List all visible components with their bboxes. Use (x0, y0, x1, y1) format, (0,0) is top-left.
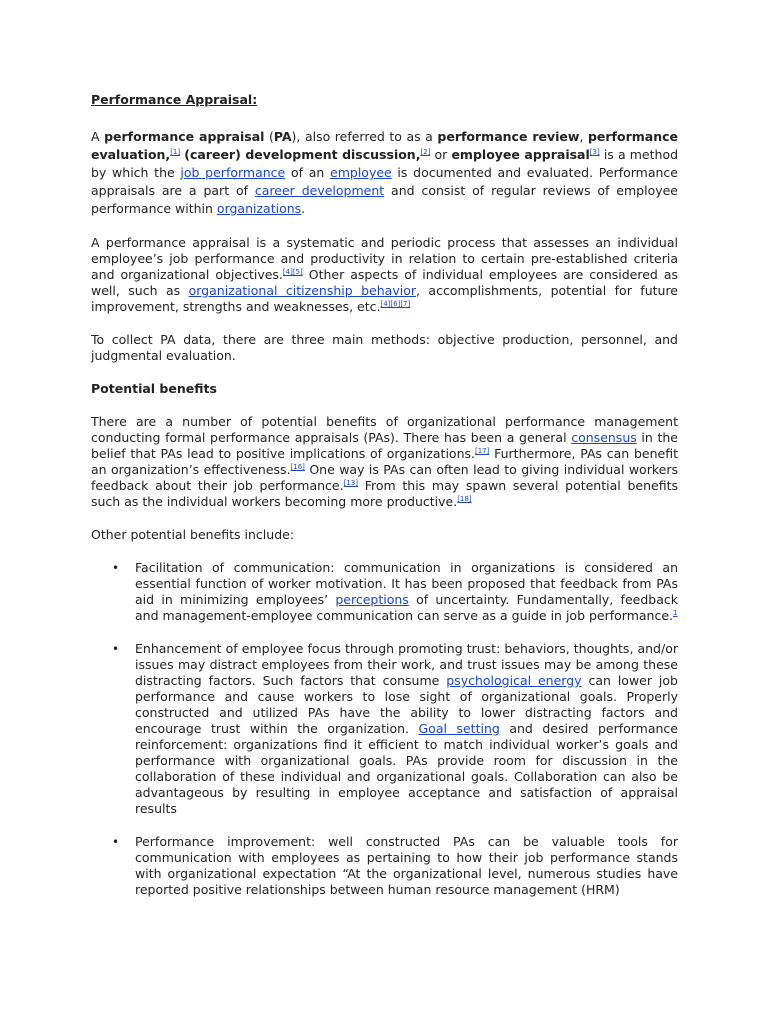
goal-setting-link[interactable]: Goal setting (418, 721, 500, 736)
bold-term: performance appraisal (104, 129, 265, 144)
list-item (91, 560, 678, 624)
citation-link[interactable]: [3] (589, 148, 600, 156)
citation-link[interactable]: [2] (420, 148, 431, 156)
text: , (579, 129, 588, 144)
text: Other aspects of individual employees are considered as well, such as (91, 267, 679, 298)
text: One way is PAs can often lead to giving individual workers feedback about their job performance. (91, 462, 678, 493)
text: of uncertainty. Fundamentally, feedback and management-employee communication can serve as a guide in job performance. (135, 592, 678, 623)
organizations-link[interactable]: organizations (216, 201, 302, 216)
citation (291, 463, 305, 471)
career-development-link[interactable]: career development (254, 183, 385, 198)
citation-link[interactable]: 1 (673, 609, 678, 617)
list-item (91, 834, 678, 898)
consensus-link[interactable]: consensus (571, 430, 637, 445)
citation-link[interactable]: [4][5] (282, 268, 303, 276)
text: Facilitation of communication: communication in organizations is considered an essential function of worker motivation. It has been proposed that feedback from PAs aid in minimizing employees’ (135, 560, 678, 607)
text: There are a number of potential benefits of organizational performance management conducting formal performance appraisals (PAs). There has been a general (91, 414, 678, 445)
citation-link[interactable]: [16] (290, 463, 305, 471)
text: is documented and evaluated. Performance appraisals are a part of (91, 165, 678, 198)
citation-link[interactable]: [4][6][7] (380, 300, 411, 308)
text: Furthermore, PAs can benefit an organization’s effectiveness. (91, 446, 678, 477)
text: or (430, 147, 452, 162)
citation-link[interactable]: [1] (170, 148, 181, 156)
bullet-icon: • (112, 561, 120, 575)
methods-paragraph: To collect PA data, there are three main methods: objective production, personnel, and judgmental evaluation. (91, 332, 678, 363)
psychological-energy-link[interactable]: psychological energy (446, 673, 582, 688)
text: . (301, 201, 306, 216)
perceptions-link[interactable]: perceptions (335, 592, 409, 607)
text: A performance appraisal is a systematic and periodic process that assesses an individual employee’s job performance and productivity in relation to certain pre-established criteria and organizational objectives. (91, 235, 678, 282)
citation (420, 148, 430, 156)
citation (457, 495, 471, 503)
benefits-list (91, 560, 678, 898)
text: and desired performance reinforcement: organizations find it efficient to match individual worker’s goals and performance with organizational goals. PAs provide room for discussion in the collaboration of these individual and organizational goals. Collaboration can also be advantageous by resulting in employee acceptance and satisfaction of appraisal results (135, 721, 678, 816)
bold-term: PA (273, 129, 292, 144)
citation (380, 300, 410, 308)
citation (344, 479, 358, 487)
list-item (91, 641, 678, 817)
section-heading: Potential benefits (91, 381, 217, 396)
text: ), also referred to as a (291, 129, 438, 144)
definition-paragraph (91, 235, 678, 315)
text: of an (285, 165, 331, 180)
citation (590, 148, 600, 156)
text: A (91, 129, 105, 144)
text: ( (264, 129, 274, 144)
bold-term: performance review (437, 129, 580, 144)
citation (283, 268, 303, 276)
text: is a method by which the (91, 147, 679, 180)
citation (475, 447, 489, 455)
citation-link[interactable]: [18] (457, 495, 472, 503)
organizational-citizenship-behavior-link[interactable]: organizational citizenship behavior (188, 283, 416, 298)
bullet-icon: • (112, 642, 120, 656)
bullet-icon: • (112, 835, 120, 849)
list-intro: Other potential benefits include: (91, 527, 295, 542)
text: Performance improvement: well constructed PAs can be valuable tools for communication with employees as pertaining to how their job performance stands with organizational expectation “At the organizational level, numerous studies have reported positive relationships between human resource management (HRM) (135, 834, 678, 897)
job-performance-link[interactable]: job performance (180, 165, 286, 180)
benefits-paragraph (91, 414, 678, 510)
employee-link[interactable]: employee (330, 165, 392, 180)
text: and consist of regular reviews of employee performance within (91, 183, 678, 216)
bold-term: employee appraisal (451, 147, 590, 162)
text: From this may spawn several potential benefits such as the individual workers becoming more productive. (91, 478, 678, 509)
bold-term: (career) development discussion, (184, 147, 421, 162)
citation (673, 609, 677, 617)
bold-term: performance evaluation, (91, 129, 678, 162)
intro-paragraph (91, 128, 678, 218)
text: , accomplishments, potential for future improvement, strengths and weaknesses, etc. (91, 283, 678, 314)
text: Enhancement of employee focus through promoting trust: behaviors, thoughts, and/or issues may distract employees from their work, and trust issues may be among these distracting factors. Such factors that consume (135, 641, 678, 688)
text: can lower job performance and cause workers to lose sight of organizational goals. Properly constructed and utilized PAs have the ability to lower distracting factors and encourage trust within the organization. (135, 673, 678, 736)
text: in the belief that PAs lead to positive implications of organizations. (91, 430, 678, 461)
page-title: Performance Appraisal: (91, 92, 258, 107)
citation-link[interactable]: [13] (343, 479, 358, 487)
citation (170, 148, 180, 156)
citation-link[interactable]: [17] (474, 447, 490, 455)
